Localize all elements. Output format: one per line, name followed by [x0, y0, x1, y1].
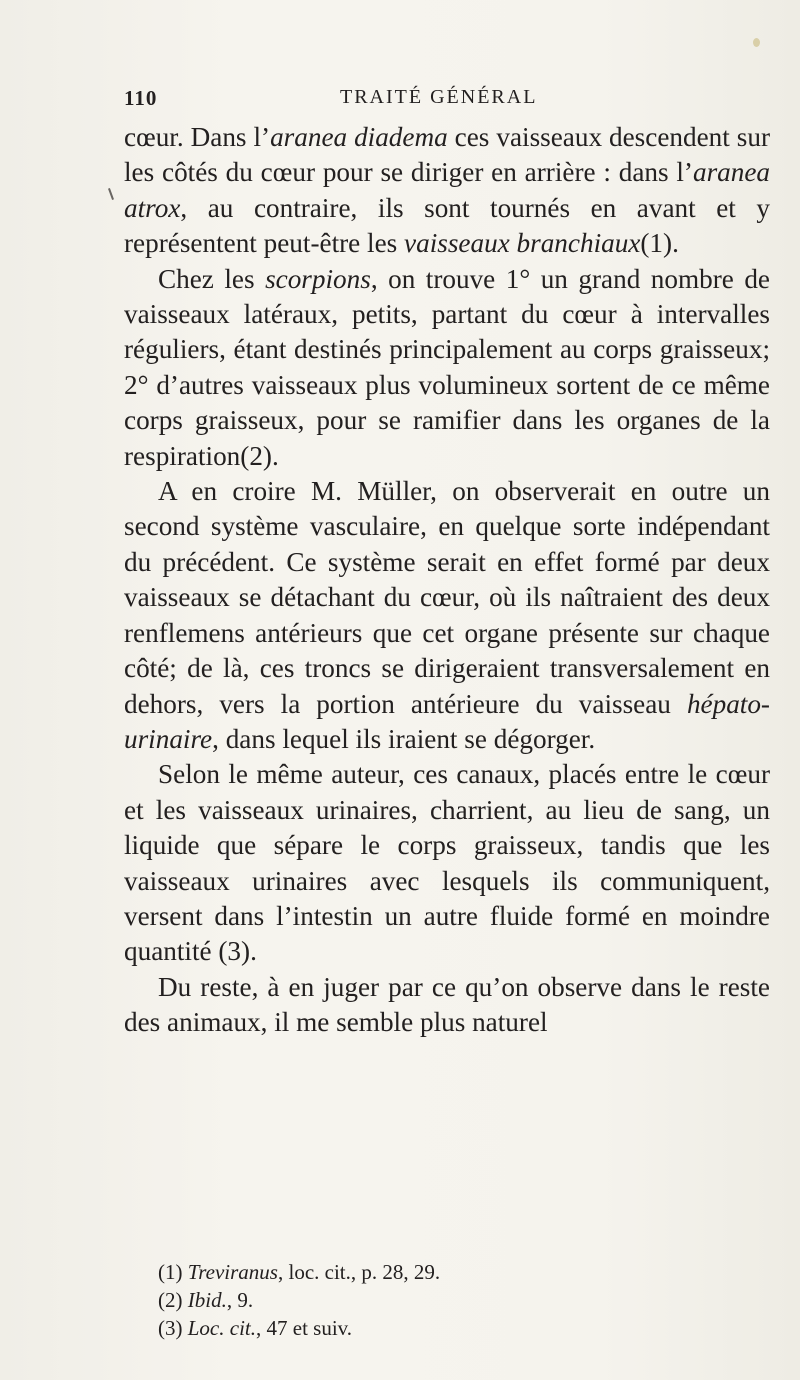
footnote [158, 1286, 758, 1314]
italic-text: Treviranus [187, 1260, 278, 1284]
italic-text: hépato-urinaire [124, 688, 770, 754]
text-run: , 47 et suiv. [256, 1316, 353, 1340]
body-text [124, 120, 770, 1041]
running-title: TRAITÉ GÉNÉRAL [340, 86, 538, 108]
paragraph [124, 120, 770, 262]
text-run: , dans lequel ils iraient se dégorger. [212, 723, 596, 754]
italic-text: scorpions [265, 263, 371, 294]
footnote-marker: (1) [158, 1260, 188, 1284]
margin-mark [108, 188, 114, 200]
page-header [124, 86, 624, 116]
italic-text: aranea atrox [124, 157, 770, 223]
footnote [158, 1314, 758, 1342]
footnote-marker: (3) [158, 1316, 188, 1340]
text-run: , 9. [226, 1288, 254, 1312]
italic-text: aranea diadema [270, 122, 448, 152]
text-run: , au contraire, ils sont tournés en avant et y représentent peut-être les [124, 192, 770, 259]
italic-text: Ibid. [187, 1288, 227, 1312]
paragraph [124, 262, 770, 474]
footnotes [158, 1258, 758, 1342]
italic-text: vaisseaux branchiaux [404, 228, 641, 259]
text-run: Chez les [158, 263, 266, 294]
paragraph [124, 970, 770, 1041]
paper-stain [753, 38, 760, 47]
text-run: A en croire M. Müller, on observerait en outre un second système vasculaire, en quelque sorte indépendant du précédent. Ce système serait en effet formé par deux vaisseaux se détachant du cœur, où ils naîtraient des deux renflemens antérieurs que cet organe présente sur chaque côté; de là, ces troncs se dirigeraient transversalement en dehors, vers la portion antérieure du vaisseau [124, 476, 770, 719]
footnote [158, 1258, 758, 1286]
text-run: ces vaisseaux descendent sur les côtés du cœur pour se diriger en arrière : dans l’ [124, 122, 770, 188]
text-run: (1). [640, 228, 679, 259]
italic-text: Loc. cit. [187, 1316, 256, 1340]
text-run: Du reste, à en juger par ce qu’on observe dans le reste des animaux, il me semble plus naturel [124, 971, 770, 1038]
text-run: , on trouve 1° un grand nombre de vaisseaux latéraux, petits, partant du cœur à intervalles réguliers, étant destinés principalement au corps graisseux; 2° d’autres vaisseaux plus volumineux sortent de ce même corps graisseux, pour se ramifier dans les organes de la respiration(2). [124, 263, 770, 471]
paragraph [124, 757, 770, 969]
text-run: , loc. cit., p. 28, 29. [277, 1260, 441, 1284]
text-run: cœur. Dans l’ [124, 122, 271, 152]
footnote-marker: (2) [158, 1288, 188, 1312]
page-number: 110 [124, 86, 158, 110]
text-run: Selon le même auteur, ces canaux, placés entre le cœur et les vaisseaux urinaires, charrient, au lieu de sang, un liquide que sépare le corps graisseux, tandis que les vaisseaux urinaires avec lesquels ils communiquent, versent dans l’intestin un autre fluide formé en moindre quantité (3). [124, 759, 770, 967]
paragraph [124, 474, 770, 757]
